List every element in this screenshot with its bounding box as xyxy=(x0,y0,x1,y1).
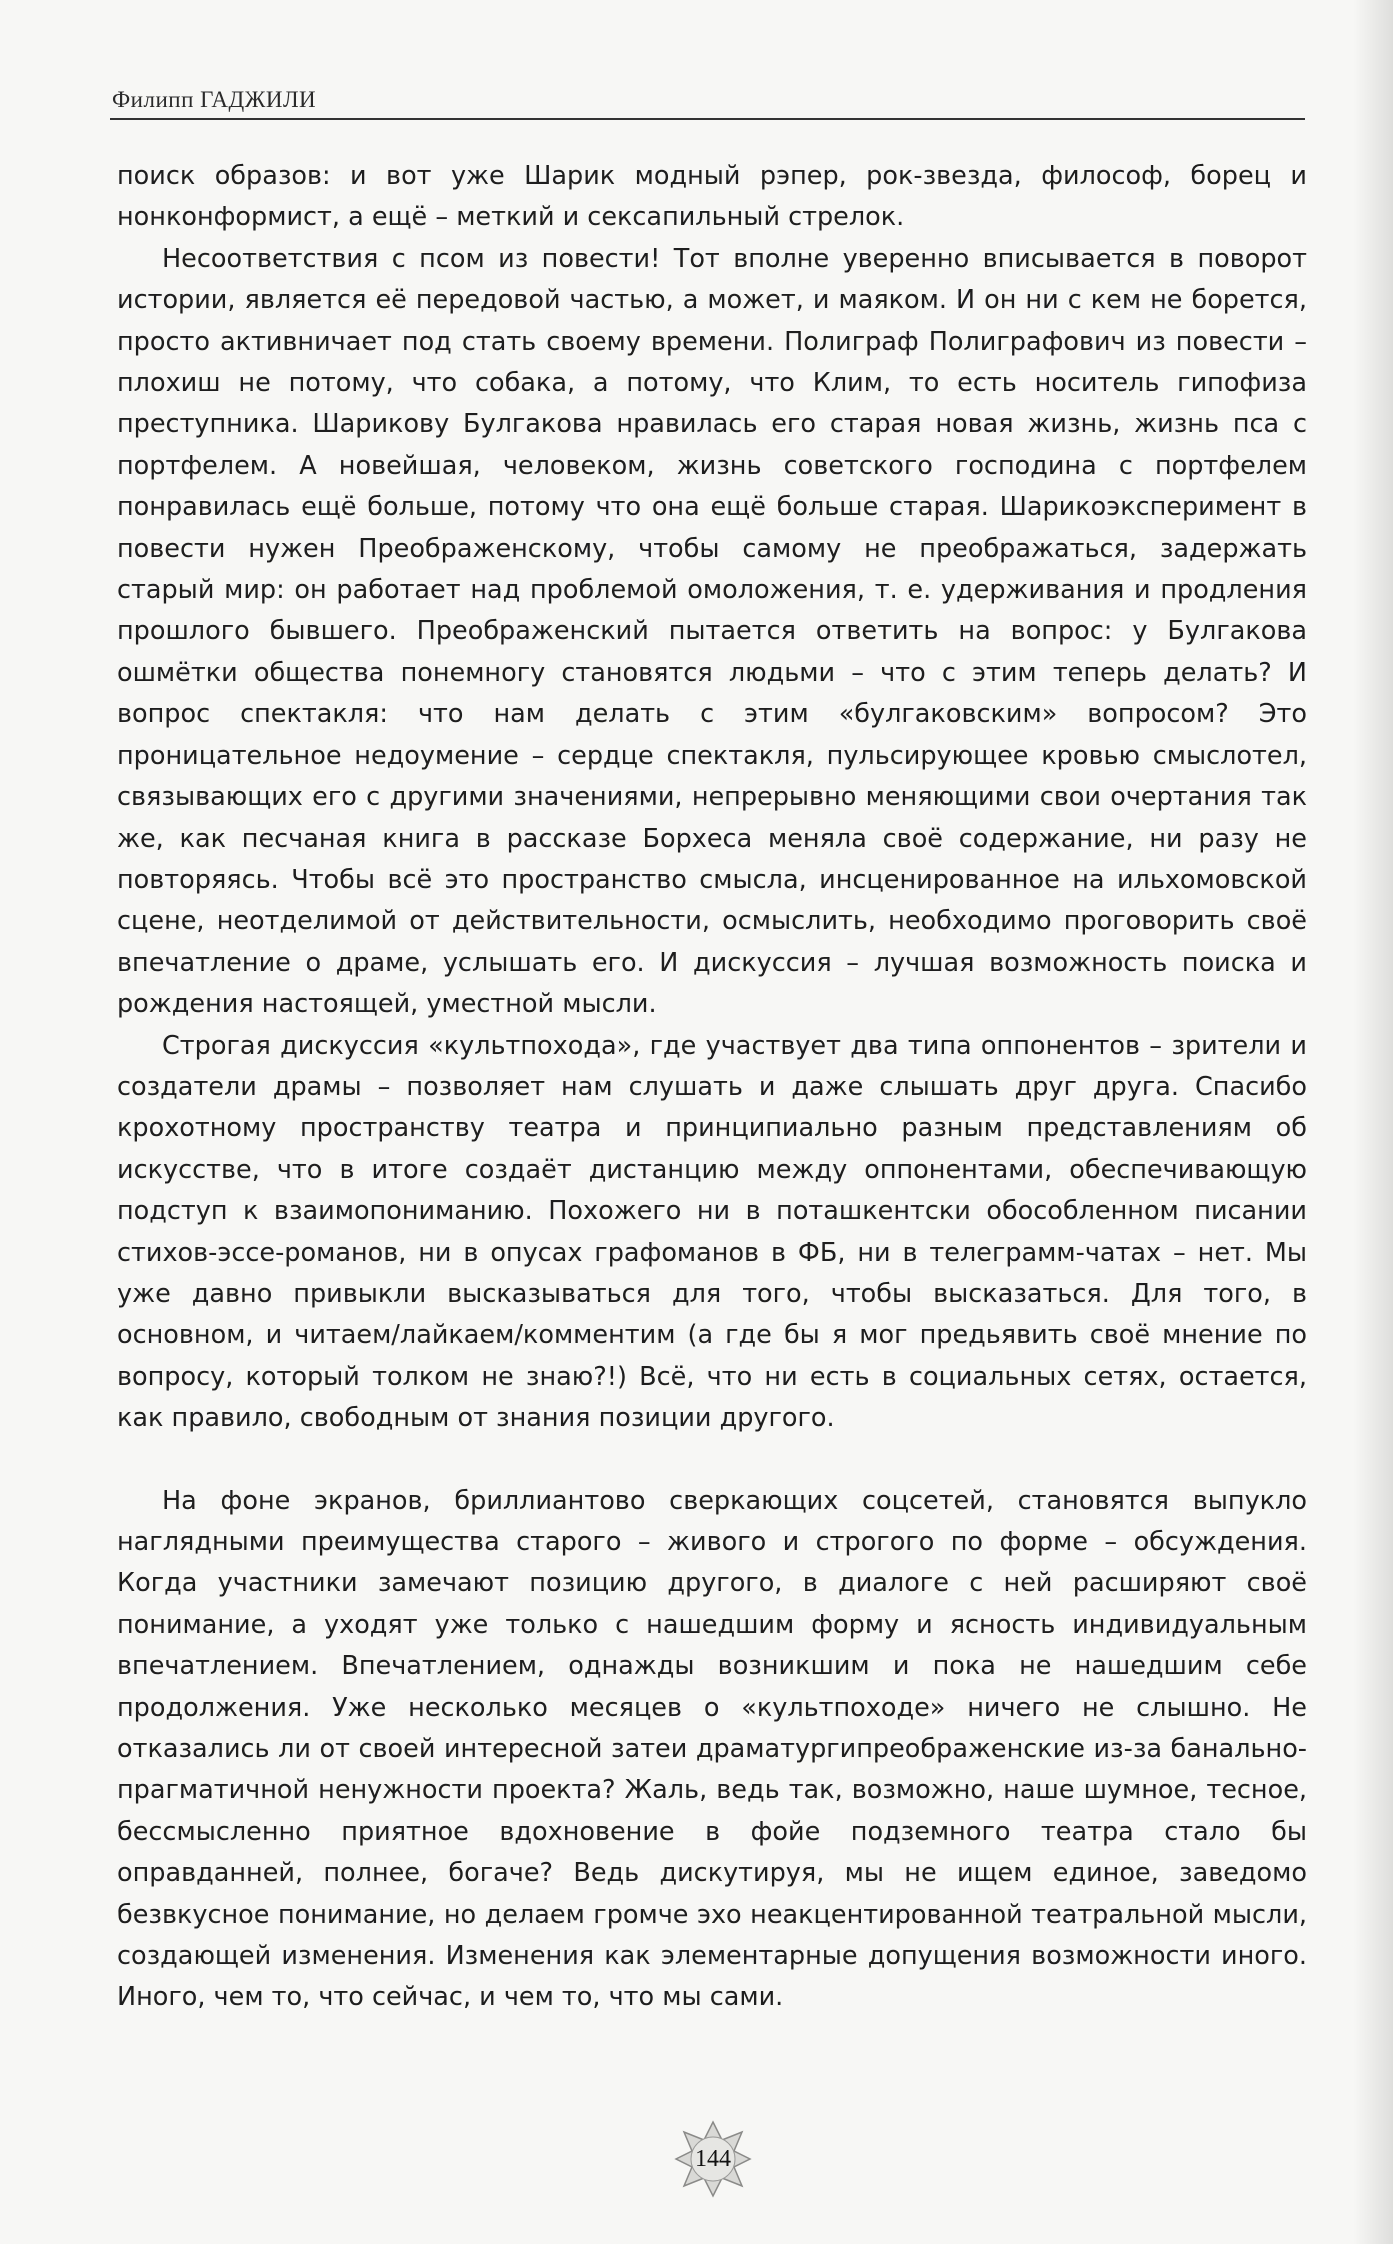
paragraph: поиск образов: и вот уже Шарик модный рэпер, рок-звезда, философ, борец и нонконформист, а ещё – меткий и сексапильный стрелок. xyxy=(117,161,1307,233)
page-edge-shadow xyxy=(1353,0,1393,2244)
body-text xyxy=(117,156,1307,2019)
page-number: 144 xyxy=(695,2146,731,2172)
running-header xyxy=(110,84,1305,120)
paragraph: Несоответствия с псом из повести! Тот вполне уверенно вписывается в поворот истории, является её передовой частью, а может, и маяком. И он ни с кем не борется, просто активничает под стать своему времени. Полиграф Полиграфович из повести – плохиш не потому, что собака, а потому, что Клим, то есть носитель гипофиза преступника. Шарикову Булгакова нравилась его старая новая жизнь, жизнь пса с портфелем. А новейшая, человеком, жизнь советского господина с портфелем понравилась ещё больше, потому что она ещё больше старая. Шарикоэксперимент в повести нужен Преображенскому, чтобы самому не преображаться, задержать старый мир: он работает над проблемой омоложения, т. е. удерживания и продления прошлого бывшего. Преображенский пытается ответить на вопрос: у Булгакова ошмётки общества понемногу становятся людьми – что с этим теперь делать? И вопрос спектакля: что нам делать с этим «булгаковским» вопросом? Это проницательное недоумение – сердце спектакля, пульсирующее кровью смыслотел, связывающих его с другими значениями, непрерывно меняющими свои очертания так же, как песчаная книга в рассказе Борхеса меняла своё содержание, ни разу не повторяясь. Чтобы всё это пространство смысла, инсценированное на ильхомовской сцене, неотделимой от действительности, осмыслить, необходимо проговорить своё впечатление о драме, услышать его. И дискуссия – лучшая возможность поиска и рождения настоящей, уместной мысли. xyxy=(117,243,1307,1020)
running-header-title: Филипп ГАДЖИЛИ xyxy=(112,87,317,112)
paragraph: Строгая дискуссия «культпохода», где участвует два типа оппонентов – зрители и создатели драмы – позволяет нам слушать и даже слышать друг друга. Спасибо крохотному пространству театра и принципиально разным представлениям об искусстве, что в итоге создаёт дистанцию между оппонентами, обеспечивающую подступ к взаимопониманию. Похожего ни в поташкентски обособленном писании стихов-эссе-романов, ни в опусах графоманов в ФБ, ни в телеграмм-чатах – нет. Мы уже давно привыкли высказываться для того, чтобы высказаться. Для того, в основном, и читаем/лайкаем/комментим (а где бы я мог предьявить своё мнение по вопросу, который толком не знаю?!) Всё, что ни есть в социальных сетях, остается, как правило, свободным от знания позиции другого. xyxy=(117,1030,1307,1434)
page-number-badge xyxy=(672,2118,754,2200)
paragraph: На фоне экранов, бриллиантово сверкающих соцсетей, становятся выпукло наглядными преимущества старого – живого и строгого по форме – обсуждения. Когда участники замечают позицию другого, в диалоге с ней расширяют своё понимание, а уходят уже только с нашедшим форму и ясность индивидуальным впечатлением. Впечатлением, однажды возникшим и пока не нашедшим себе продолжения. Уже несколько месяцев о «культпоходе» ничего не слышно. Не отказались ли от своей интересной затеи драматургипреображенские из-за банально-прагматичной ненужности проекта? Жаль, ведь так, возможно, наше шумное, тесное, бессмысленно приятное вдохновение в фойе подземного театра стало бы оправданней, полнее, богаче? Ведь дискутируя, мы не ищем единое, заведомо безвкусное понимание, но делаем громче эхо неакцентированной театральной мысли, создающей изменения. Изменения как элементарные допущения возможности иного. Иного, чем то, что сейчас, и чем то, что мы сами. xyxy=(117,1485,1307,2013)
